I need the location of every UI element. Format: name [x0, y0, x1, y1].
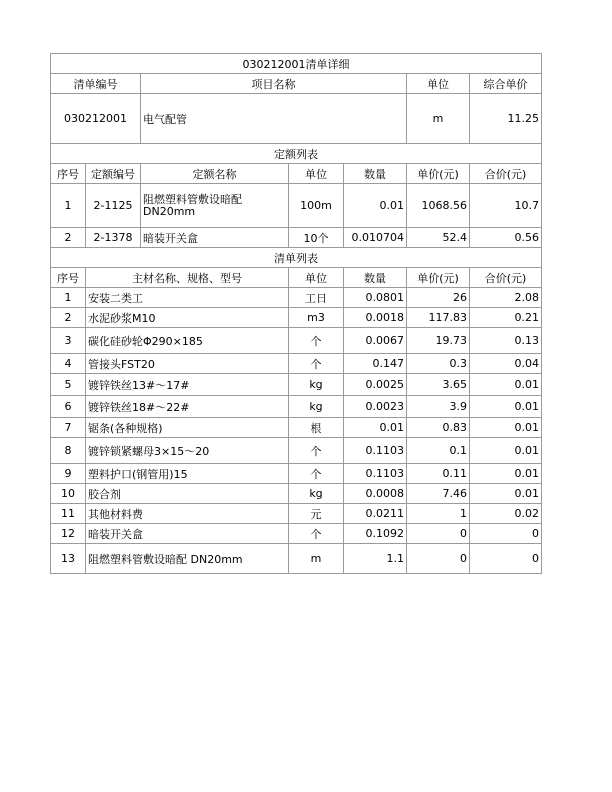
material-total: 0.01: [470, 374, 542, 396]
material-unit: m3: [289, 308, 344, 328]
material-name: 暗装开关盒: [86, 524, 289, 544]
material-qty: 0.1092: [344, 524, 407, 544]
material-seq: 9: [51, 464, 86, 484]
material-unit-price: 0: [407, 544, 470, 574]
material-name: 安装二类工: [86, 288, 289, 308]
materials-col-qty: 数量: [344, 268, 407, 288]
quota-unit-price: 1068.56: [407, 184, 470, 228]
quota-col-qty: 数量: [344, 164, 407, 184]
material-qty: 0.1103: [344, 438, 407, 464]
material-total: 0.13: [470, 328, 542, 354]
material-qty: 0.0025: [344, 374, 407, 396]
material-unit-price: 0.11: [407, 464, 470, 484]
quota-section-title: 定额列表: [51, 144, 542, 164]
material-unit-price: 7.46: [407, 484, 470, 504]
material-unit: 元: [289, 504, 344, 524]
material-name: 其他材料费: [86, 504, 289, 524]
material-row: [51, 464, 542, 484]
material-unit-price: 117.83: [407, 308, 470, 328]
quota-section-row: [51, 144, 542, 164]
quota-row: [51, 228, 542, 248]
material-unit: 个: [289, 328, 344, 354]
header-name: 项目名称: [141, 74, 407, 94]
item-name: 电气配管: [141, 94, 407, 144]
material-row: [51, 484, 542, 504]
quota-code: 2-1125: [86, 184, 141, 228]
quota-total: 10.7: [470, 184, 542, 228]
material-qty: 0.01: [344, 418, 407, 438]
material-row: [51, 328, 542, 354]
material-seq: 7: [51, 418, 86, 438]
quota-col-unit-price: 单价(元): [407, 164, 470, 184]
material-seq: 8: [51, 438, 86, 464]
quota-unit: 10个: [289, 228, 344, 248]
material-qty: 0.0067: [344, 328, 407, 354]
header-row: [51, 74, 542, 94]
material-total: 0.01: [470, 396, 542, 418]
material-seq: 11: [51, 504, 86, 524]
material-row: [51, 374, 542, 396]
material-unit-price: 0.3: [407, 354, 470, 374]
material-total: 2.08: [470, 288, 542, 308]
item-unit: m: [407, 94, 470, 144]
material-seq: 6: [51, 396, 86, 418]
material-seq: 1: [51, 288, 86, 308]
material-name: 水泥砂浆M10: [86, 308, 289, 328]
title-row: [51, 54, 542, 74]
materials-col-name: 主材名称、规格、型号: [86, 268, 289, 288]
material-qty: 0.147: [344, 354, 407, 374]
material-unit-price: 3.65: [407, 374, 470, 396]
quota-unit-price: 52.4: [407, 228, 470, 248]
material-name: 镀锌锁紧螺母3×15～20: [86, 438, 289, 464]
material-seq: 3: [51, 328, 86, 354]
material-unit-price: 0: [407, 524, 470, 544]
material-seq: 12: [51, 524, 86, 544]
material-unit: 个: [289, 438, 344, 464]
material-unit: m: [289, 544, 344, 574]
material-name: 镀锌铁丝18#～22#: [86, 396, 289, 418]
material-name: 塑料护口(钢管用)15: [86, 464, 289, 484]
material-qty: 0.0018: [344, 308, 407, 328]
material-seq: 2: [51, 308, 86, 328]
header-code: 清单编号: [51, 74, 141, 94]
quota-qty: 0.01: [344, 184, 407, 228]
material-total: 0: [470, 524, 542, 544]
material-qty: 0.0801: [344, 288, 407, 308]
material-row: [51, 396, 542, 418]
header-unit: 单位: [407, 74, 470, 94]
table-title: 030212001清单详细: [51, 54, 542, 74]
material-row: [51, 504, 542, 524]
materials-col-total: 合价(元): [470, 268, 542, 288]
materials-section-title: 清单列表: [51, 248, 542, 268]
material-total: 0.01: [470, 418, 542, 438]
material-unit: kg: [289, 374, 344, 396]
quota-name: 暗装开关盒: [141, 228, 289, 248]
material-name: 碳化硅砂轮Φ290×185: [86, 328, 289, 354]
material-qty: 0.1103: [344, 464, 407, 484]
materials-header-row: [51, 268, 542, 288]
material-unit: kg: [289, 396, 344, 418]
quota-col-unit: 单位: [289, 164, 344, 184]
materials-col-seq: 序号: [51, 268, 86, 288]
quota-row: [51, 184, 542, 228]
materials-col-unit-price: 单价(元): [407, 268, 470, 288]
material-name: 锯条(各种规格): [86, 418, 289, 438]
material-unit: 工日: [289, 288, 344, 308]
material-row: [51, 354, 542, 374]
bill-detail-table: [50, 53, 542, 574]
quota-unit: 100m: [289, 184, 344, 228]
quota-seq: 1: [51, 184, 86, 228]
material-name: 胶合剂: [86, 484, 289, 504]
material-unit-price: 0.1: [407, 438, 470, 464]
quota-header-row: [51, 164, 542, 184]
material-row: [51, 288, 542, 308]
material-qty: 0.0211: [344, 504, 407, 524]
material-name: 阻燃塑料管敷设暗配 DN20mm: [86, 544, 289, 574]
materials-section-row: [51, 248, 542, 268]
quota-name: 阻燃塑料管敷设暗配DN20mm: [141, 184, 289, 228]
item-code: 030212001: [51, 94, 141, 144]
material-name: 镀锌铁丝13#～17#: [86, 374, 289, 396]
material-total: 0.01: [470, 464, 542, 484]
material-unit: 根: [289, 418, 344, 438]
material-row: [51, 544, 542, 574]
material-unit-price: 0.83: [407, 418, 470, 438]
quota-col-code: 定额编号: [86, 164, 141, 184]
material-qty: 0.0023: [344, 396, 407, 418]
quota-seq: 2: [51, 228, 86, 248]
material-unit-price: 19.73: [407, 328, 470, 354]
material-seq: 5: [51, 374, 86, 396]
material-unit-price: 3.9: [407, 396, 470, 418]
material-seq: 4: [51, 354, 86, 374]
material-unit-price: 26: [407, 288, 470, 308]
material-seq: 13: [51, 544, 86, 574]
material-row: [51, 524, 542, 544]
material-qty: 1.1: [344, 544, 407, 574]
quota-code: 2-1378: [86, 228, 141, 248]
quota-qty: 0.010704: [344, 228, 407, 248]
material-total: 0.01: [470, 484, 542, 504]
material-qty: 0.0008: [344, 484, 407, 504]
materials-col-unit: 单位: [289, 268, 344, 288]
quota-total: 0.56: [470, 228, 542, 248]
material-unit: 个: [289, 354, 344, 374]
material-row: [51, 418, 542, 438]
table-body: [51, 54, 542, 574]
material-row: [51, 308, 542, 328]
material-unit: 个: [289, 464, 344, 484]
material-row: [51, 438, 542, 464]
material-total: 0: [470, 544, 542, 574]
header-price: 综合单价: [470, 74, 542, 94]
item-row: [51, 94, 542, 144]
material-unit: 个: [289, 524, 344, 544]
material-total: 0.21: [470, 308, 542, 328]
material-seq: 10: [51, 484, 86, 504]
material-unit: kg: [289, 484, 344, 504]
quota-col-name: 定额名称: [141, 164, 289, 184]
item-price: 11.25: [470, 94, 542, 144]
quota-col-seq: 序号: [51, 164, 86, 184]
quota-col-total: 合价(元): [470, 164, 542, 184]
material-name: 管接头FST20: [86, 354, 289, 374]
material-total: 0.02: [470, 504, 542, 524]
material-total: 0.01: [470, 438, 542, 464]
material-unit-price: 1: [407, 504, 470, 524]
material-total: 0.04: [470, 354, 542, 374]
